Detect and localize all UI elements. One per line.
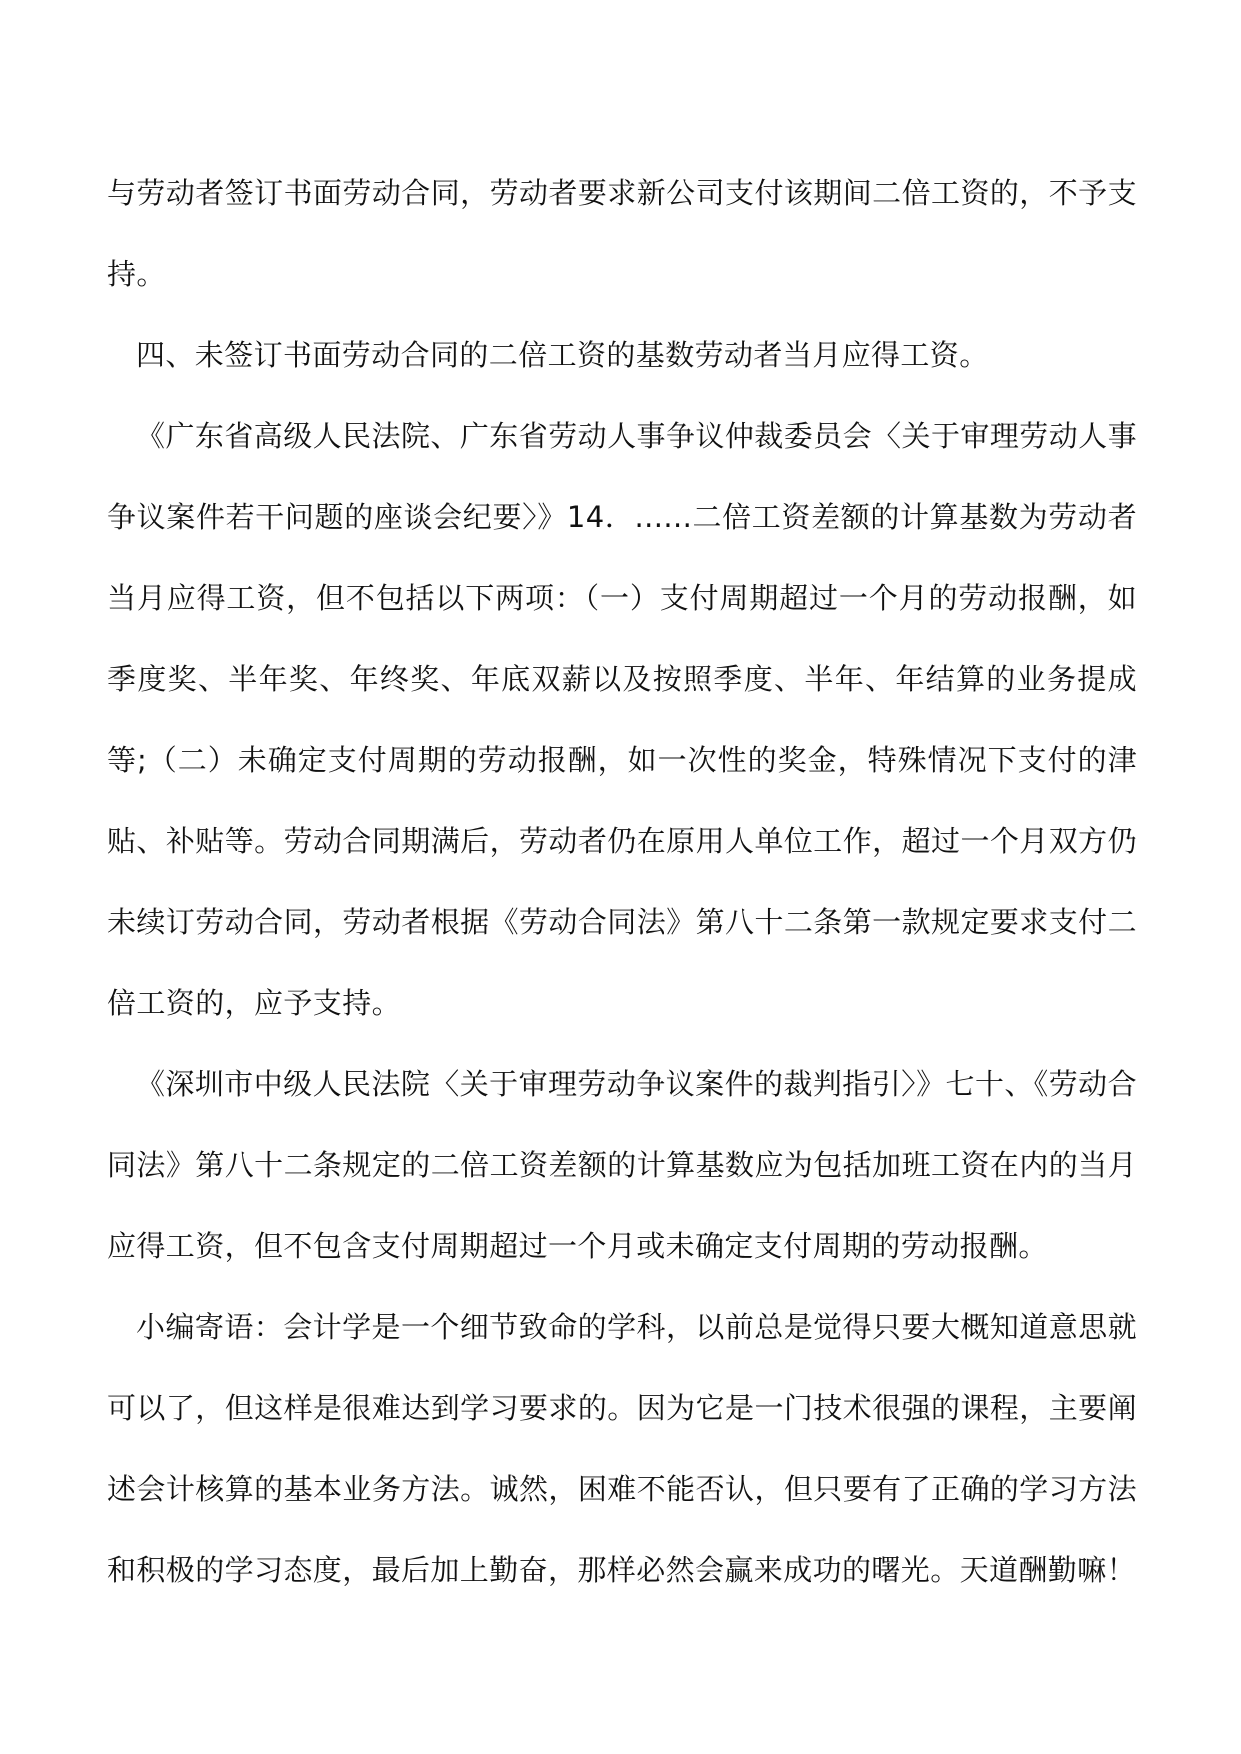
paragraph-shenzhen-rule: 《深圳市中级人民法院〈关于审理劳动争议案件的裁判指引〉》七十、《劳动合同法》第八十二条规定的二倍工资差额的计算基数应为包括加班工资在内的当月应得工资，但不包含支付周期超过一个月或未确定支付周期的劳动报酬。 [107, 1067, 1137, 1263]
document-body [107, 153, 1137, 1611]
paragraph-guangdong-rule: 《广东省高级人民法院、广东省劳动人事争议仲裁委员会〈关于审理劳动人事争议案件若干问题的座谈会纪要〉》14．......二倍工资差额的计算基数为劳动者当月应得工资，但不包括以下两项：（一）支付周期超过一个月的劳动报酬，如季度奖、半年奖、年终奖、年底双薪以及按照季度、半年、年结算的业务提成等;（二）未确定支付周期的劳动报酬，如一次性的奖金，特殊情况下支付的津贴、补贴等。劳动合同期满后，劳动者仍在原用人单位工作，超过一个月双方仍未续订劳动合同，劳动者根据《劳动合同法》第八十二条第一款规定要求支付二倍工资的，应予支持。 [107, 419, 1137, 1020]
paragraph-section-heading: 四、未签订书面劳动合同的二倍工资的基数劳动者当月应得工资。 [136, 338, 989, 372]
paragraph-continuation: 与劳动者签订书面劳动合同，劳动者要求新公司支付该期间二倍工资的，不予支持。 [107, 176, 1137, 291]
paragraph-editor-note: 小编寄语：会计学是一个细节致命的学科，以前总是觉得只要大概知道意思就可以了，但这样是很难达到学习要求的。因为它是一门技术很强的课程，主要阐述会计核算的基本业务方法。诚然，困难不能否认，但只要有了正确的学习方法和积极的学习态度，最后加上勤奋，那样必然会赢来成功的曙光。天道酬勤嘛！ [107, 1310, 1137, 1587]
